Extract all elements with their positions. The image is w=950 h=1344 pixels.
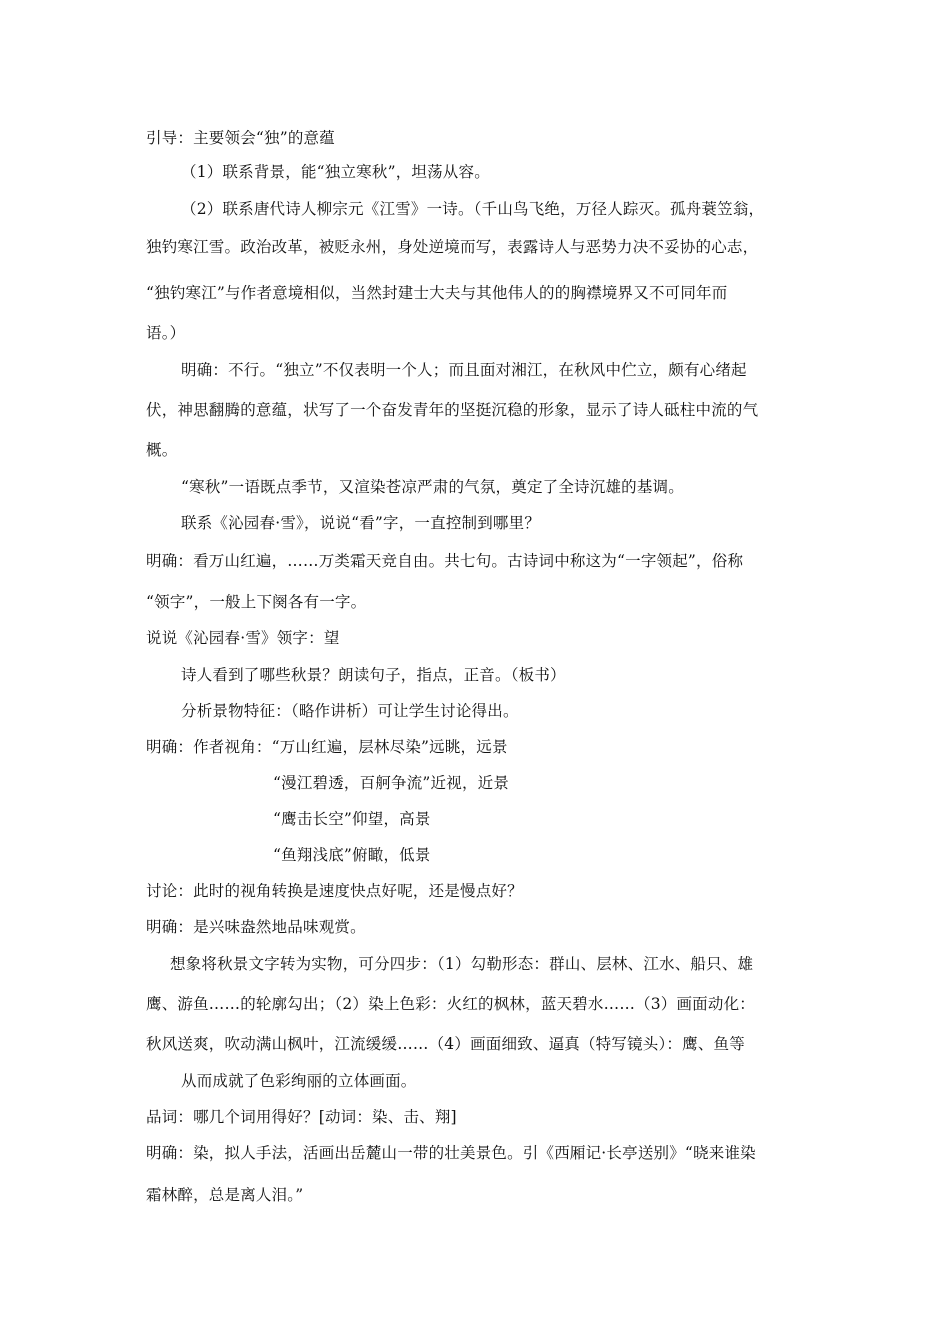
text-line: 诗人看到了哪些秋景？朗读句子，指点，正音。（板书） <box>181 666 566 684</box>
text-line: 说说《沁园春·雪》领字：望 <box>146 629 340 647</box>
text-line: “鹰击长空”仰望，高景 <box>273 810 431 828</box>
text-line: （1）联系背景，能“独立寒秋”，坦荡从容。 <box>181 163 490 181</box>
text-line: 从而成就了色彩绚丽的立体画面。 <box>181 1072 417 1090</box>
text-line: 伏，神思翻腾的意蕴，状写了一个奋发青年的坚挺沉稳的形象，显示了诗人砥柱中流的气 <box>146 401 759 419</box>
text-line: 明确：染，拟人手法，活画出岳麓山一带的壮美景色。引《西厢记·长亭送别》“晓来谁染 <box>146 1144 756 1162</box>
text-line: 秋风送爽，吹动满山枫叶，江流缓缓……（4）画面细致、逼真（特写镜头）：鹰、鱼等 <box>146 1035 745 1053</box>
text-line: 分析景物特征：（略作讲析）可让学生讨论得出。 <box>181 702 519 720</box>
text-line: （2）联系唐代诗人柳宗元《江雪》一诗。（千山鸟飞绝，万径人踪灭。孤舟蓑笠翁， <box>181 200 765 218</box>
text-line: 明确：看万山红遍，……万类霜天竞自由。共七句。古诗词中称这为“一字领起”，俗称 <box>146 552 744 570</box>
text-line: “鱼翔浅底”俯瞰，低景 <box>273 846 431 864</box>
text-line: 讨论：此时的视角转换是速度快点好呢，还是慢点好？ <box>146 882 523 900</box>
text-line: 明确：是兴味盎然地品味观赏。 <box>146 918 366 936</box>
text-line: 联系《沁园春·雪》，说说“看”字，一直控制到哪里？ <box>181 514 541 532</box>
text-line: “领字”，一般上下阕各有一字。 <box>146 593 367 611</box>
text-line: 鹰、游鱼……的轮廓勾出；（2）染上色彩：火红的枫林，蓝天碧水……（3）画面动化： <box>146 995 755 1013</box>
text-line: 语。） <box>146 324 186 342</box>
text-line: 概。 <box>146 441 178 459</box>
text-line: “独钓寒江”与作者意境相似，当然封建士大夫与其他伟人的的胸襟境界又不可同年而 <box>146 284 728 302</box>
text-line: 想象将秋景文字转为实物，可分四步：（1）勾勒形态：群山、层林、江水、船只、雄 <box>170 955 754 973</box>
text-line: 明确：作者视角：“万山红遍，层林尽染”远眺，远景 <box>146 738 508 756</box>
text-line: 独钓寒江雪。政治改革，被贬永州，身处逆境而写，表露诗人与恶势力决不妥协的心志， <box>146 238 759 256</box>
text-line: “漫江碧透，百舸争流”近视，近景 <box>273 774 510 792</box>
text-line: 品词：哪几个词用得好？[动词：染、击、翔] <box>146 1108 457 1126</box>
text-line: 霜林醉，总是离人泪。” <box>146 1186 304 1204</box>
text-line: “寒秋”一语既点季节，又渲染苍凉严肃的气氛，奠定了全诗沉雄的基调。 <box>181 478 684 496</box>
text-line: 引导：主要领会“独”的意蕴 <box>146 129 335 147</box>
text-line: 明确：不行。“独立”不仅表明一个人；而且面对湘江，在秋风中伫立，颇有心绪起 <box>181 361 747 379</box>
